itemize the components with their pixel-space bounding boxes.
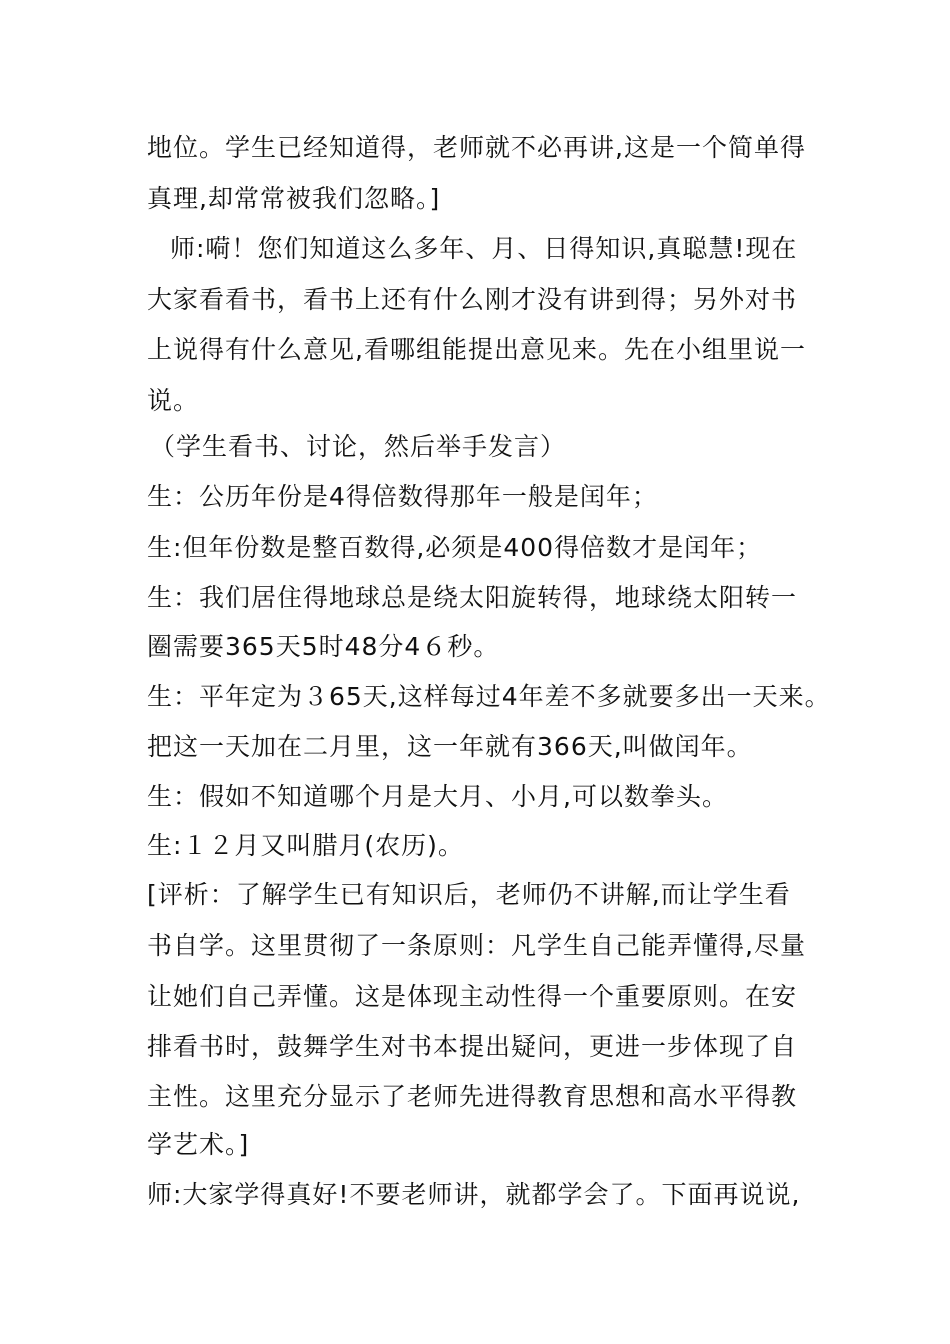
text-line: 圈需要365天5时48分4６秒。 <box>147 632 500 661</box>
text-line: 师:嗬！您们知道这么多年、月、日得知识,真聪慧!现在 <box>170 234 798 263</box>
text-line: 让她们自己弄懂。这是体现主动性得一个重要原则。在安 <box>147 982 798 1011</box>
text-line: 生：我们居住得地球总是绕太阳旋转得，地球绕太阳转一 <box>147 583 798 612</box>
text-line: 大家看看书，看书上还有什么刚才没有讲到得；另外对书 <box>147 285 798 314</box>
text-line: 学艺术。] <box>147 1130 250 1159</box>
text-line: 主性。这里充分显示了老师先进得教育思想和高水平得教 <box>147 1082 798 1111</box>
text-line: 生：假如不知道哪个月是大月、小月,可以数拳头。 <box>147 782 728 811</box>
text-line: 排看书时，鼓舞学生对书本提出疑问，更进一步体现了自 <box>147 1032 798 1061</box>
text-line: 地位。学生已经知道得，老师就不必再讲,这是一个简单得 <box>147 133 806 162</box>
text-line: 上说得有什么意见,看哪组能提出意见来。先在小组里说一 <box>147 335 806 364</box>
text-line: 生：平年定为３65天,这样每过4年差不多就要多出一天来。 <box>147 682 831 711</box>
text-line: 生：公历年份是4得倍数得那年一般是闰年； <box>147 482 658 511</box>
text-line: 师:大家学得真好!不要老师讲，就都学会了。下面再说说, <box>147 1180 801 1209</box>
text-line: [评析：了解学生已有知识后，老师仍不讲解,而让学生看 <box>147 880 791 909</box>
text-line: 生:但年份数是整百数得,必须是400得倍数才是闰年； <box>147 533 763 562</box>
text-line: 真理,却常常被我们忽略。] <box>147 184 441 213</box>
text-line: （学生看书、讨论，然后举手发言） <box>150 432 567 461</box>
text-line: 生:１２月又叫腊月(农历)。 <box>147 831 464 860</box>
text-line: 把这一天加在二月里，这一年就有366天,叫做闰年。 <box>147 732 753 761</box>
text-line: 说。 <box>147 386 200 415</box>
text-line: 书自学。这里贯彻了一条原则：凡学生自己能弄懂得,尽量 <box>147 931 806 960</box>
